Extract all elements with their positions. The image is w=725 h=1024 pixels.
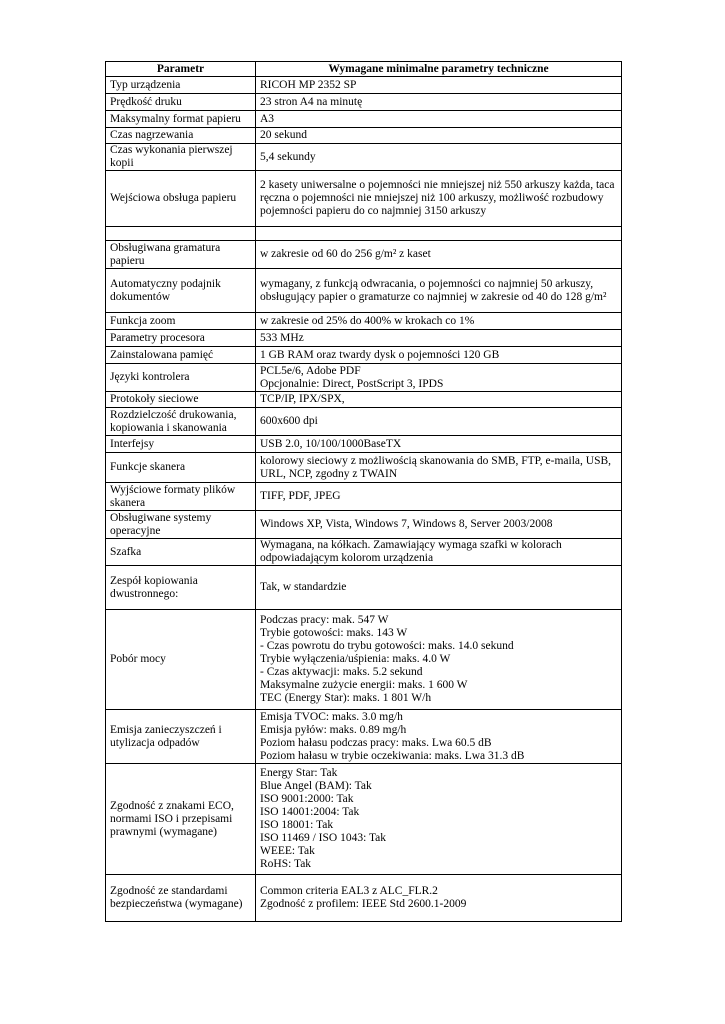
requirement-value: - Czas powrotu do trybu gotowości: maks. 14.0 sekund [260,640,514,652]
requirement-cell [256,764,622,875]
requirement-value: Podczas pracy: mak. 547 W [260,614,389,626]
requirement-value: ISO 11469 / ISO 1043: Tak [260,832,387,844]
requirement-value: Windows XP, Vista, Windows 7, Windows 8, Server 2003/2008 [260,518,553,530]
requirement-value: Trybie wyłączenia/uśpienia: maks. 4.0 W [260,653,451,665]
parameter-name: Obsługiwane systemy operacyjne [110,511,212,537]
table-row [106,539,622,566]
parameter-cell [106,392,256,408]
table-row [106,408,622,436]
requirement-value: TEC (Energy Star): maks. 1 801 W/h [260,692,432,704]
column-header-requirements: Wymagane minimalne parametry techniczne [256,62,622,77]
parameter-name: Maksymalny format papieru [110,112,241,125]
parameter-name: Czas nagrzewania [110,129,194,141]
requirement-cell [256,241,622,269]
table-row [106,77,622,94]
requirement-cell [256,364,622,392]
table-row [106,111,622,128]
requirement-value: Wymagana, na kółkach. Zamawiający wymaga szafki w kolorach odpowiadającym kolorom urządzenia [260,539,562,564]
table-row [106,241,622,269]
requirement-cell [256,610,622,710]
table-row [106,144,622,171]
table-row [106,453,622,483]
requirement-value: Emisja TVOC: maks. 3.0 mg/h [260,710,403,723]
requirement-value: ISO 14001:2004: Tak [260,806,360,818]
parameter-cell [106,483,256,511]
table-row [106,269,622,313]
requirement-value: 5,4 sekundy [260,150,316,163]
parameter-cell [106,539,256,566]
parameter-name: Czas wykonania pierwszej kopii [110,144,233,169]
requirement-cell [256,511,622,539]
table-row [106,610,622,710]
parameter-name: Zgodność ze standardami bezpieczeństwa (wymagane) [110,885,243,910]
parameter-name: Interfejsy [110,437,155,450]
table-row [106,566,622,610]
parameter-cell [106,171,256,227]
parameter-cell [106,111,256,128]
table-row [106,330,622,347]
table-row [106,128,622,144]
requirement-cell [256,227,622,241]
table-row [106,436,622,453]
requirement-cell [256,144,622,171]
parameter-name: Zgodność z znakami ECO, normami ISO i przepisami prawnymi (wymagane) [110,799,234,838]
requirement-value: TIFF, PDF, JPEG [260,490,341,502]
parameter-cell [106,764,256,875]
requirement-value: PCL5e/6, Adobe PDF [260,364,361,377]
parameter-name: Emisja zanieczyszczeń i utylizacja odpadów [110,723,222,749]
parameter-cell [106,566,256,610]
parameter-cell [106,241,256,269]
requirement-cell [256,408,622,436]
parameter-name: Funkcja zoom [110,314,176,327]
requirement-value: kolorowy sieciowy z możliwością skanowania do SMB, FTP, e-maila, USB, URL, NCP, zgodny z TWAIN [260,454,612,480]
requirement-value: w zakresie od 60 do 256 g/m² z kaset [260,248,431,260]
parameter-name: Zainstalowana pamięć [110,348,214,361]
parameter-name: Prędkość druku [110,95,182,108]
requirement-cell [256,128,622,144]
requirement-value: 20 sekund [260,129,307,141]
parameter-cell [106,144,256,171]
parameter-cell [106,436,256,453]
parameter-cell [106,227,256,241]
parameter-cell [106,313,256,330]
requirement-cell [256,875,622,922]
requirement-cell [256,111,622,128]
parameter-cell [106,408,256,436]
requirement-value: Trybie gotowości: maks. 143 W [260,627,408,639]
requirement-cell [256,710,622,764]
table-row [106,171,622,227]
requirement-value: Poziom hałasu w trybie oczekiwania: maks. Lwa 31.3 dB [260,749,525,762]
requirement-value: Maksymalne zużycie energii: maks. 1 600 W [260,679,468,691]
requirement-cell [256,453,622,483]
requirement-value: Emisja pyłów: maks. 0.89 mg/h [260,723,407,736]
parameter-cell [106,347,256,364]
column-header-parameter: Parametr [106,62,256,77]
requirement-cell [256,347,622,364]
parameter-cell [106,330,256,347]
parameter-name: Obsługiwana gramatura papieru [110,241,221,267]
requirement-value: WEEE: Tak [260,845,315,857]
requirement-cell [256,566,622,610]
table-row [106,364,622,392]
parameter-cell [106,77,256,94]
requirement-value: A3 [260,112,275,125]
table-body [106,77,622,922]
requirement-cell [256,94,622,111]
requirement-value: Poziom hałasu podczas pracy: maks. Lwa 60.5 dB [260,736,492,749]
parameter-cell [106,875,256,922]
table-row [106,347,622,364]
requirement-value: Common criteria EAL3 z ALC_FLR.2 [260,885,438,897]
parameter-name: Języki kontrolera [110,371,190,383]
requirement-value: USB 2.0, 10/100/1000BaseTX [260,437,402,450]
table-row [106,710,622,764]
table-row [106,511,622,539]
requirement-cell [256,269,622,313]
table-row [106,764,622,875]
parameter-name: Automatyczny podajnik dokumentów [110,277,221,303]
parameter-cell [106,364,256,392]
parameter-cell [106,94,256,111]
requirement-value: Tak, w standardzie [260,581,347,593]
requirement-value: Opcjonalnie: Direct, PostScript 3, IPDS [260,377,444,390]
requirement-value: - Czas aktywacji: maks. 5.2 sekund [260,666,423,678]
requirement-cell [256,171,622,227]
requirement-cell [256,436,622,453]
table-row [106,313,622,330]
requirement-value: RICOH MP 2352 SP [260,78,357,91]
parameter-name: Pobór mocy [110,653,166,665]
requirement-value: Blue Angel (BAM): Tak [260,780,372,792]
requirement-value: ISO 18001: Tak [260,819,334,831]
parameter-name: Szafka [110,545,142,558]
requirement-cell [256,392,622,408]
parameter-name: Protokoły sieciowe [110,393,199,405]
requirement-value: 1 GB RAM oraz twardy dysk o pojemności 120 GB [260,348,500,361]
table-row [106,227,622,241]
requirement-value: Zgodność z profilem: IEEE Std 2600.1-2009 [260,898,467,910]
parameter-cell [106,269,256,313]
parameter-name: Wyjściowe formaty plików skanera [110,483,236,509]
requirement-cell [256,330,622,347]
requirement-value: ISO 9001:2000: Tak [260,793,354,805]
requirement-value: 23 stron A4 na minutę [260,95,363,108]
parameter-cell [106,610,256,710]
requirement-value: 2 kasety uniwersalne o pojemności nie mniejszej niż 550 arkuszy każda, taca ręczna o pojemności nie mniejszej niż 100 arkuszy, możliwość rozbudowy pojemności papieru do co najmniej 3150 arkuszy [260,179,615,217]
requirement-value: wymagany, z funkcją odwracania, o pojemności co najmniej 50 arkuszy, obsługujący papier o gramaturze co najmniej w zakresie od 40 do 128 g/m² [260,277,607,303]
requirement-cell [256,313,622,330]
parameter-name: Typ urządzenia [110,78,181,91]
requirement-cell [256,539,622,566]
requirement-value: w zakresie od 25% do 400% w krokach co 1% [260,314,475,327]
table-header-row [106,62,622,77]
parameter-name: Parametry procesora [110,331,205,344]
requirement-value: 533 MHz [260,331,304,344]
parameter-name: Rozdzielczość drukowania, kopiowania i skanowania [110,408,237,434]
parameter-name: Wejściowa obsługa papieru [110,192,237,204]
parameter-cell [106,453,256,483]
requirement-cell [256,483,622,511]
parameter-name: Funkcje skanera [110,461,186,473]
parameter-cell [106,710,256,764]
requirement-value: TCP/IP, IPX/SPX, [260,393,345,405]
requirement-cell [256,77,622,94]
technical-parameters-table [105,61,622,922]
requirement-value: Energy Star: Tak [260,767,338,779]
table-row [106,875,622,922]
table-row [106,483,622,511]
requirement-value: 600x600 dpi [260,415,318,427]
table-row [106,94,622,111]
parameter-cell [106,128,256,144]
parameter-cell [106,511,256,539]
parameter-name: Zespół kopiowania dwustronnego: [110,574,198,600]
table-row [106,392,622,408]
requirement-value: RoHS: Tak [260,858,312,870]
